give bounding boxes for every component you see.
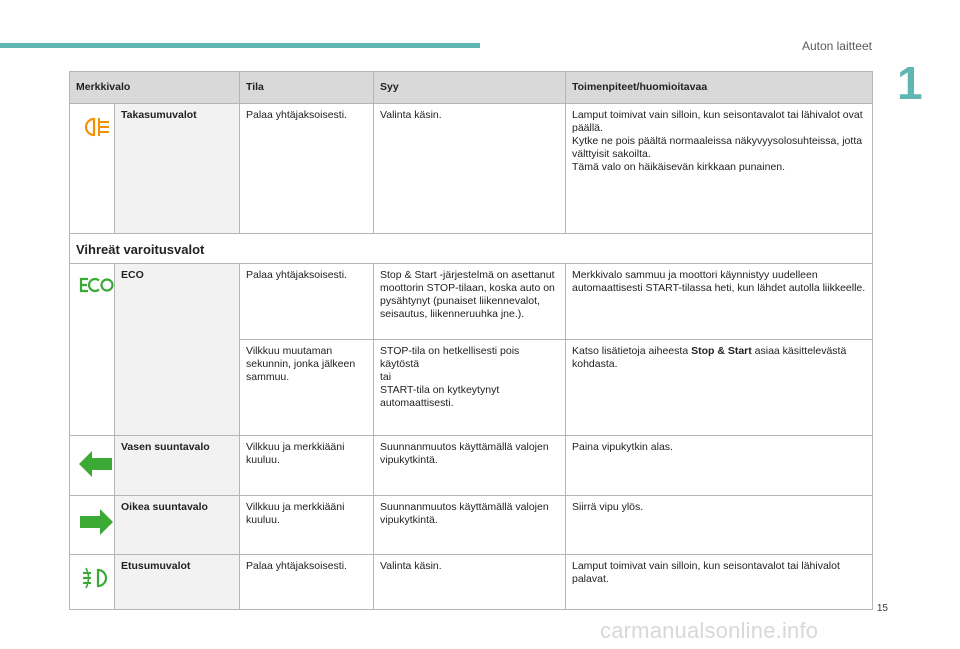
icon-cell <box>70 496 115 555</box>
status-cell: Vilkkuu ja merkkiääni kuuluu. <box>240 496 374 555</box>
icon-cell <box>70 104 115 234</box>
warning-lights-table <box>69 71 873 610</box>
icon-cell <box>70 555 115 610</box>
action-line: Lamput toimivat vain silloin, kun seisontavalot tai lähivalot ovat päällä. <box>572 109 863 134</box>
cause-line: STOP-tila on hetkellisesti pois käytöstä <box>380 345 520 370</box>
icon-cell <box>70 264 115 436</box>
table-row <box>70 436 873 496</box>
action-cell: Paina vipukytkin alas. <box>566 436 873 496</box>
header-accent-bar <box>0 43 480 48</box>
column-header-toimenpiteet: Toimenpiteet/huomioitavaa <box>566 72 873 104</box>
icon-cell <box>70 436 115 496</box>
light-name: Vasen suuntavalo <box>115 436 240 496</box>
page-number: 15 <box>876 603 888 614</box>
chapter-title: Auton laitteet <box>801 39 872 53</box>
action-cell <box>566 104 873 234</box>
watermark: carmanualsonline.info <box>600 618 819 643</box>
table-row <box>70 496 873 555</box>
table-header-row <box>70 72 873 104</box>
section-heading-row <box>70 234 873 264</box>
action-cell: Siirrä vipu ylös. <box>566 496 873 555</box>
section-heading: Vihreät varoitusvalot <box>70 234 873 264</box>
cause-cell <box>374 340 566 436</box>
status-cell: Vilkkuu ja merkkiääni kuuluu. <box>240 436 374 496</box>
rear-fog-light-icon <box>83 116 113 138</box>
right-arrow-icon <box>79 507 113 537</box>
action-line: Kytke ne pois päältä normaaleissa näkyvyysolosuhteissa, jotta välttyisit sakoilta. <box>572 135 863 160</box>
eco-icon <box>78 276 114 294</box>
cause-cell: Valinta käsin. <box>374 104 566 234</box>
light-name: Etusumuvalot <box>115 555 240 610</box>
status-cell: Palaa yhtäjaksoisesti. <box>240 104 374 234</box>
cause-cell: Suunnanmuutos käyttämällä valojen vipukytkintä. <box>374 436 566 496</box>
status-cell: Palaa yhtäjaksoisesti. <box>240 555 374 610</box>
front-fog-light-icon <box>81 567 111 589</box>
column-header-tila: Tila <box>240 72 374 104</box>
table-row <box>70 264 873 340</box>
action-reference: Stop & Start <box>691 345 752 357</box>
status-cell: Palaa yhtäjaksoisesti. <box>240 264 374 340</box>
action-cell <box>566 340 873 436</box>
light-name: ECO <box>115 264 240 436</box>
action-cell: Merkkivalo sammuu ja moottori käynnistyy uudelleen automaattisesti START-tilassa heti, kun lähdet autolla liikkeelle. <box>566 264 873 340</box>
action-cell: Lamput toimivat vain silloin, kun seisontavalot tai lähivalot palavat. <box>566 555 873 610</box>
cause-cell: Suunnanmuutos käyttämällä valojen vipukytkintä. <box>374 496 566 555</box>
table-row <box>70 104 873 234</box>
light-name: Oikea suuntavalo <box>115 496 240 555</box>
column-header-syy: Syy <box>374 72 566 104</box>
light-name: Takasumuvalot <box>115 104 240 234</box>
left-arrow-icon <box>79 449 113 479</box>
chapter-number: 1 <box>897 57 923 109</box>
action-line: Tämä valo on häikäisevän kirkkaan punainen. <box>572 161 786 173</box>
status-cell: Vilkkuu muutaman sekunnin, jonka jälkeen sammuu. <box>240 340 374 436</box>
cause-line: tai <box>380 371 392 383</box>
table-row <box>70 555 873 610</box>
action-text: asiaa käsittelevästä kohdasta. <box>572 345 847 370</box>
cause-line: START-tila on kytkeytynyt automaattisesti. <box>380 384 500 409</box>
cause-cell: Stop & Start -järjestelmä on asettanut moottorin STOP-tilaan, koska auto on pysähtynyt (punaiset liikennevalot, seisautus, liikenneruuhka jne.). <box>374 264 566 340</box>
action-text: Katso lisätietoja aiheesta <box>572 345 692 357</box>
column-header-merkkivalo: Merkkivalo <box>70 72 240 104</box>
cause-cell: Valinta käsin. <box>374 555 566 610</box>
